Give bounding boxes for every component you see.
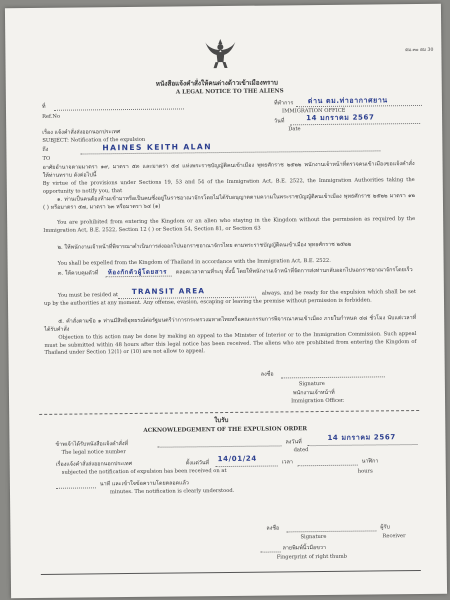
title-english: A LEGAL NOTICE TO THE ALIENS [175, 88, 284, 96]
number-label-thai: ที่ [41, 103, 46, 110]
receipt-notice-number-english: The legal notice number [61, 449, 126, 456]
thumbprint-label-english: Fingerprint of right thumb [276, 553, 347, 561]
receipt-since-date-thai: ตั้งแต่วันที่ [185, 460, 210, 467]
officer-title-english: Immigration Officer. [291, 397, 345, 405]
item-1-thai: ๑. ท่านเป็นคนต้องห้ามเข้ามาหรือเป็นคนซึ่งอยู่ในราชอาณาจักรโดยไม่ได้รับอนุญาตตามความในพระราชบัญญัติคนเข้าเมือง พุทธศักราช ๒๕๒๒ มาตรา ๑๒ ( ) หรือมาตรา ๕๗, มาตรา ๖๓ หรือมาตรา ๖๔ (๑) [42, 193, 415, 211]
recipient-name-handwritten: HAINES KEITH ALAN [102, 142, 212, 153]
title-thai: หนังสือแจ้งคำสั่งให้คนต่างด้าวเข้าเมืองทราบ [155, 78, 279, 88]
subject-english: SUBJECT: Notification of the expulsion [42, 136, 146, 144]
item-4-english-prefix: You must be resided at [57, 292, 119, 299]
receipt-received-date-handwritten: 14/01/24 [217, 454, 257, 464]
receiver-label-thai: ผู้รับ [380, 524, 390, 531]
paragraph-authority-thai: อาศัยอำนาจตามมาตรา ๑๙, มาตรา ๕๓ และมาตรา ๕๔ แห่งพระราชบัญญัติคนเข้าเมือง พุทธศักราช ๒๕๒๒ พนักงานเจ้าหน้าที่ตรวจคนเข้าเมืองขอแจ้งคำสั่งให้ท่านทราบ ดังต่อไปนี้ [42, 161, 415, 179]
receipt-subject-english: subjected the notification of expulsion has been received on at [61, 468, 227, 476]
item-1-english: You are prohibited from entering the Kingdom or an alien who staying in the Kingdom without the permission as required by the Immigration Act, B.E. 2522, Section 12 ( ) or Section 54, Section 81, or Section 63 [43, 216, 416, 234]
receiver-signature-label-thai: ลงชื่อ [266, 525, 280, 532]
date-label-english: Date [288, 126, 301, 133]
thumbprint-label-thai: ลายพิมพ์นิ้วมือขวา [282, 544, 327, 552]
receiver-label-english: Receiver [382, 533, 406, 540]
form-code: ตม.๓๐ ตม 30 [405, 47, 434, 54]
office-label-english: IMMIGRATION OFFICE [281, 107, 346, 115]
garuda-emblem-icon [203, 36, 237, 70]
receipt-subject-thai: เรื่องแจ้งคำสั่งส่งออกนอกประเทศ [55, 460, 133, 468]
receipt-dated-thai: ลงวันที่ [285, 439, 302, 446]
item-4-english: always, and be ready for the expulsion which shall be set up by the authorities at any moment. Any offense, evasion, escaping or leaving the premise without permission is forbidden. [43, 289, 416, 307]
receipt-hours-english: hours [357, 468, 373, 475]
receipt-title-thai: ใบรับ [214, 416, 229, 425]
subject-thai: เรื่อง แจ้งคำสั่งส่งออกนอกประเทศ [42, 129, 121, 136]
ref-no-label: Ref.No [42, 113, 61, 120]
item-5-thai: ๕. คำสั่งตามข้อ ๑ ท่านมีสิทธิอุทธรณ์ต่อรัฐมนตรีว่าการกระทรวงมหาดไทยหรือคณะกรรมการพิจารณาคนเข้าเมือง ภายในกำหนด ๔๘ ชั่วโมง นับแต่เวลาที่ได้รับคำสั่ง [44, 315, 417, 333]
detention-place-handwritten: ห้องกักตัวผู้โดยสาร [107, 268, 168, 277]
receiver-signature-label-english: Signature [300, 533, 327, 541]
receipt-notice-number-thai: ข้าพเจ้าได้รับหนังสือแจ้งคำสั่งที่ [55, 441, 129, 448]
receipt-hour-thai: นาฬิกา [361, 458, 379, 465]
to-label-english: TO [42, 155, 51, 162]
receipt-minutes-thai: นาที และเข้าใจข้อความโดยตลอดแล้ว [99, 480, 189, 488]
item-2-thai: ๒. ให้พนักงานเจ้าหน้าที่พิจารณาดำเนินการส่งออกไปนอกราชอาณาจักรไทย ตามพระราชบัญญัติคนเข้าเมือง พุทธศักราช ๒๕๒๒ [57, 241, 352, 251]
office-handwritten: ด่าน ตม.ท่าอากาศยาน [307, 96, 388, 106]
date-handwritten: 14 มกราคม 2567 [306, 113, 375, 123]
receipt-time-thai: เวลา [281, 459, 293, 466]
residence-handwritten: TRANSIT AREA [131, 286, 206, 296]
officer-signature-label-thai: ลงชื่อ [260, 371, 274, 378]
receipt-minutes-english: minutes. The notification is clearly understood. [109, 487, 235, 496]
receipt-dated-english: dated [293, 447, 309, 454]
item-5-english: Objection to this action may be done by making an appeal to the Minister of Interior or to the Immigration Commission. Such appeal must be submitted within 48 hours after this legal notice has been received. The aliens who are prohibited from entering the Kingdom of Thailand under Section 12(1) or (10) are not allow to appeal. [44, 331, 417, 357]
paragraph-authority-english: By virtue of the provisions under Sections 19, 53 and 54 of the Immigration Act, B.E. 2522, the Immigration Authorities taking the opportunity to notify you, that [42, 177, 415, 195]
office-label-thai: ที่ทำการ [273, 100, 294, 107]
to-label-thai: ถึง [42, 146, 49, 153]
item-3-thai-prefix: ๓. ให้ควบคุมตัวที่ [57, 270, 99, 277]
officer-title-thai: พนักงานเจ้าหน้าที่ [292, 389, 335, 397]
legal-notice-document [5, 4, 447, 599]
receipt-title-english: ACKNOWLEDGEMENT OF THE EXPULSION ORDER [143, 426, 308, 434]
item-2-english: You shall be expelled from the Kingdom of Thailand in accordance with the Immigration Act, B.E. 2522. [57, 257, 331, 267]
date-label-thai: วันที่ [274, 118, 285, 125]
receipt-date-handwritten: 14 มกราคม 2567 [327, 433, 396, 442]
officer-signature-label-english: Signature [298, 380, 325, 388]
item-3-thai: ตลอดเวลาตามที่ระบุ ทั้งนี้ โดยให้พนักงานเจ้าหน้าที่จัดการส่งท่านกลับออกไปนอกราชอาณาจักรโดยเร็ว [175, 267, 413, 276]
